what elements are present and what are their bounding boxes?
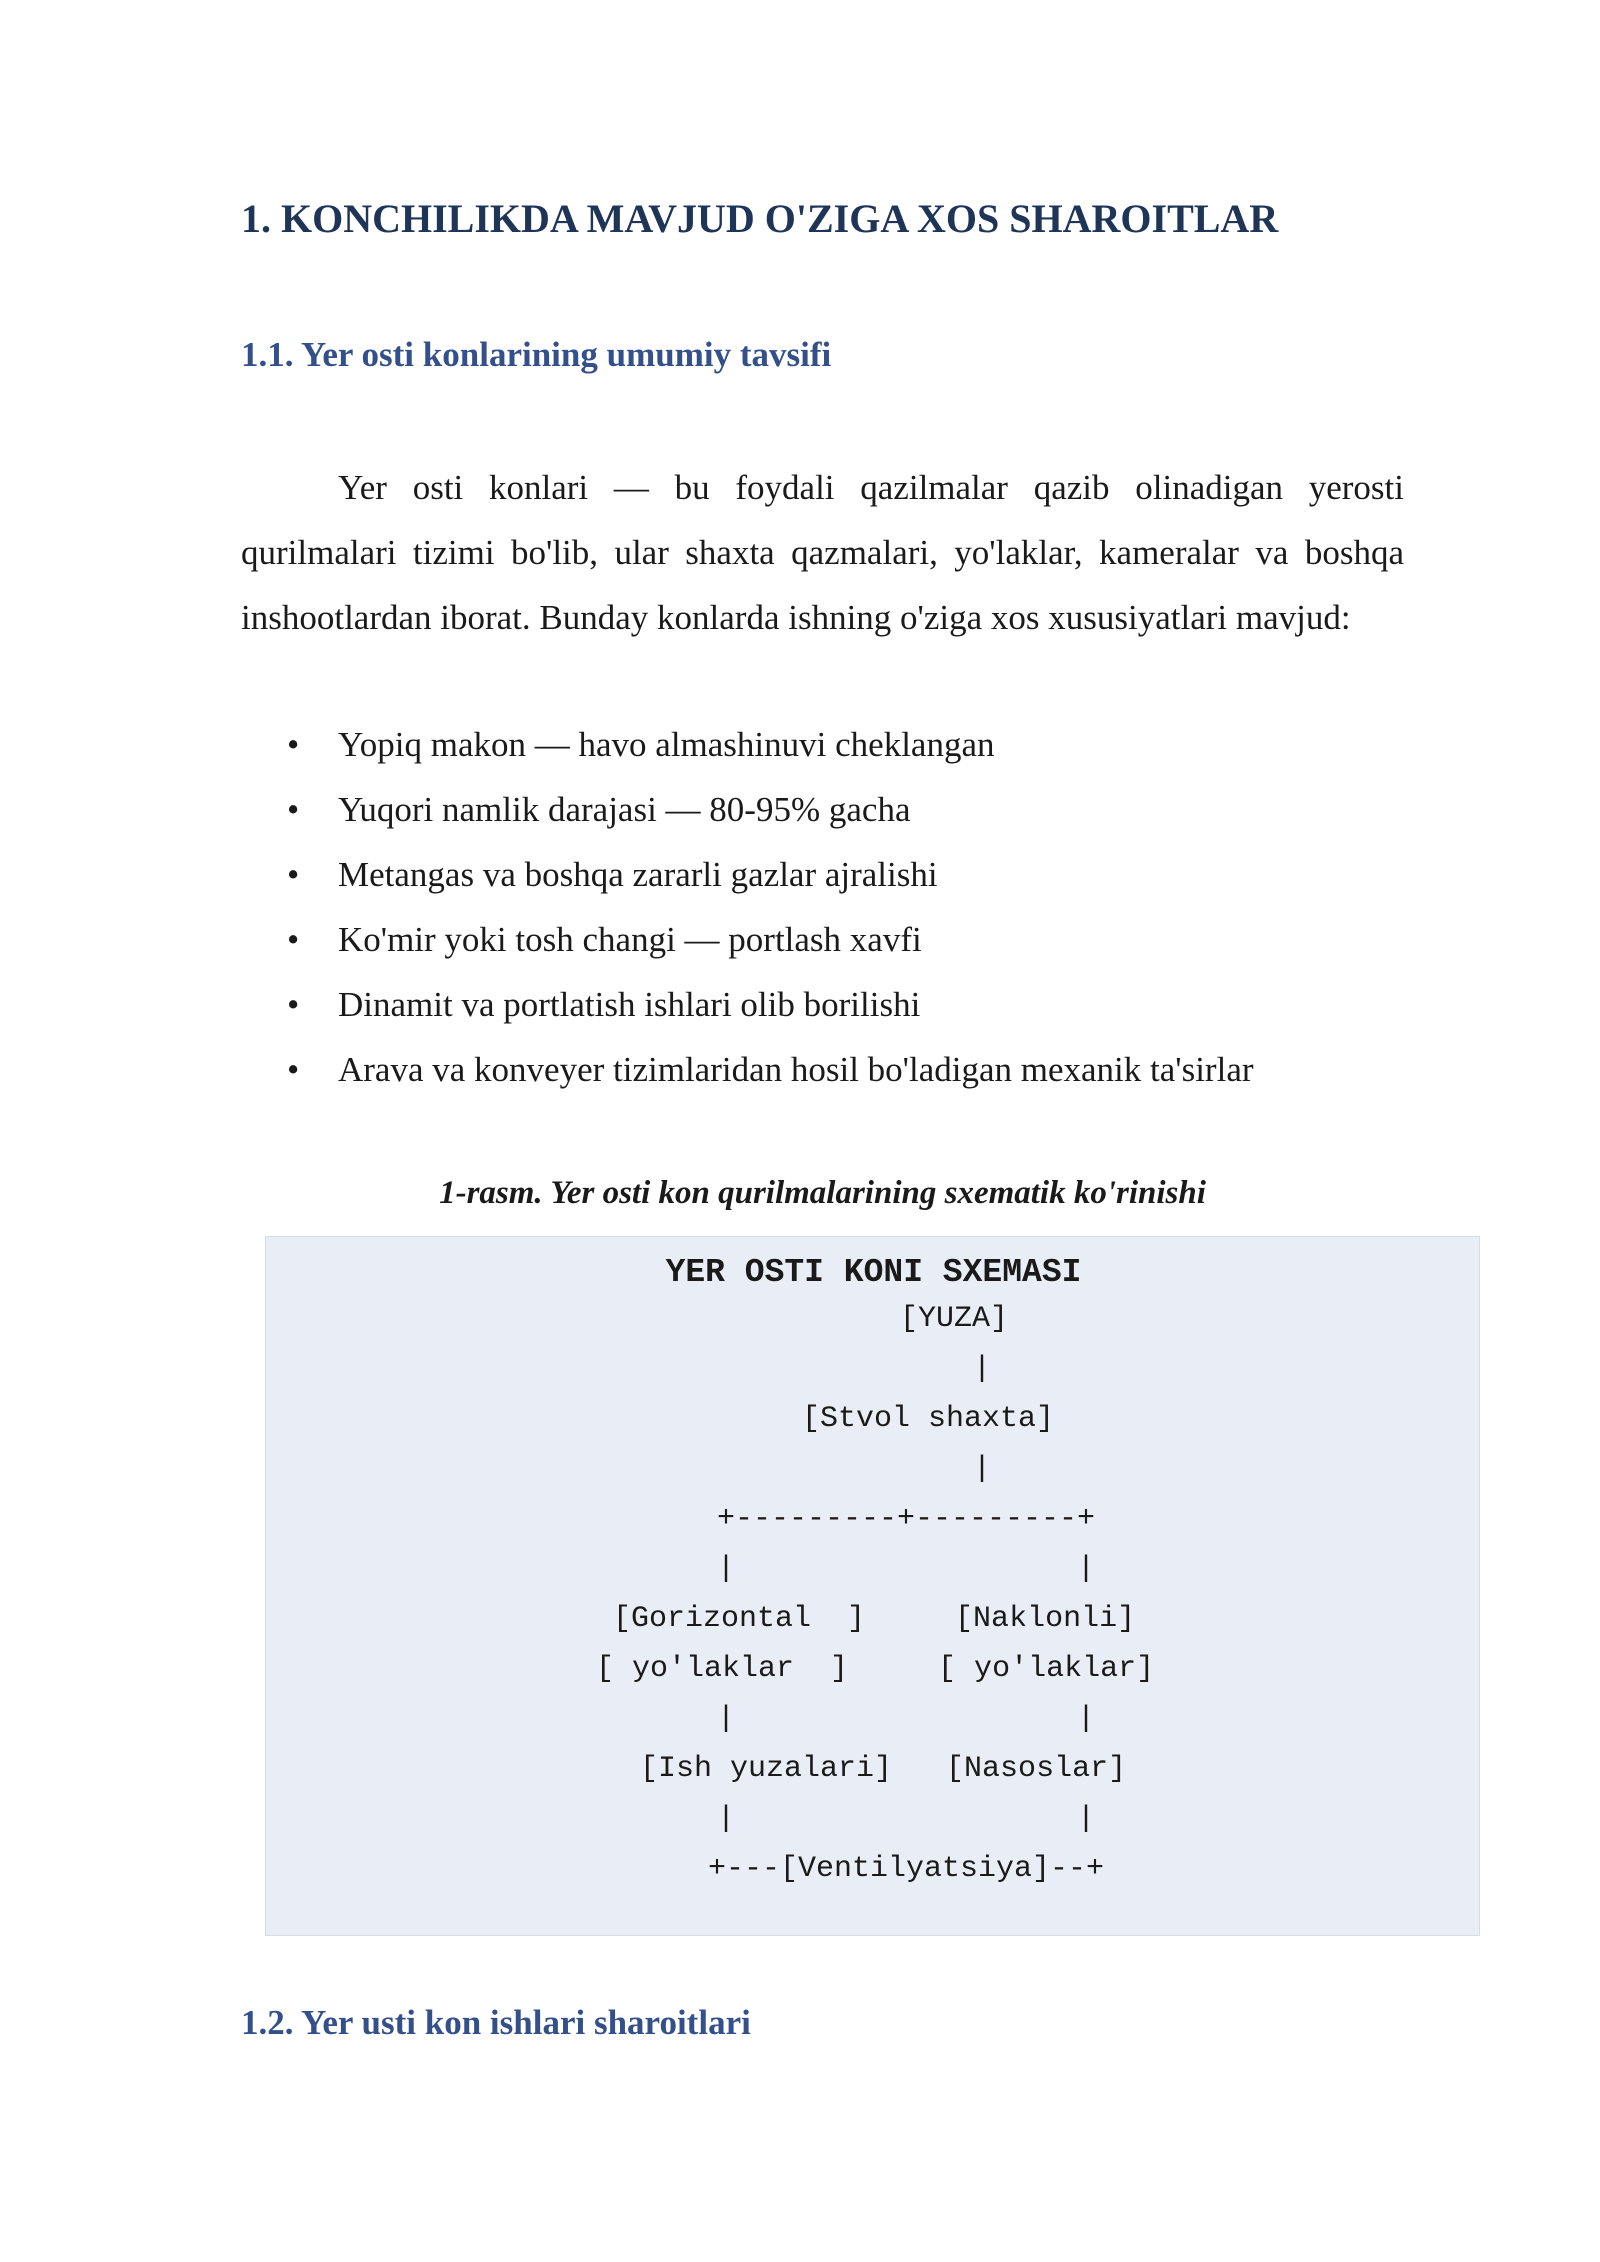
list-item-text: Yuqori namlik darajasi — 80-95% gacha <box>338 790 911 829</box>
scheme-line-connector: | <box>973 1352 992 1386</box>
section-heading-1-1: 1.1. Yer osti konlarining umumiy tavsifi <box>241 335 832 374</box>
scheme-line-galleries: [ yo'laklar ] [ yo'laklar] <box>596 1652 1155 1686</box>
scheme-line-branch: +---------+---------+ <box>717 1502 1096 1536</box>
bullet-icon: • <box>287 725 300 764</box>
scheme-line-connector: | | <box>717 1702 1096 1736</box>
scheme-line-connector: | | <box>717 1552 1096 1586</box>
section-heading-1-2: 1.2. Yer usti kon ishlari sharoitlari <box>241 2003 751 2042</box>
list-item-text: Arava va konveyer tizimlaridan hosil bo'ladigan mexanik ta'sirlar <box>338 1050 1254 1089</box>
bullet-icon: • <box>287 920 300 959</box>
list-item <box>241 907 1404 972</box>
scheme-line-workfaces: [Ish yuzalari] [Nasoslar] <box>640 1752 1127 1786</box>
list-item <box>241 712 1404 777</box>
page-title: 1. KONCHILIKDA MAVJUD O'ZIGA XOS SHAROITLAR <box>241 196 1279 241</box>
scheme-line-connector: | <box>973 1452 992 1486</box>
conditions-list <box>241 712 1404 1102</box>
figure-title: YER OSTI KONI SXEMASI <box>665 1254 1082 1291</box>
scheme-line-connector: | | <box>717 1802 1096 1836</box>
list-item-text: Yopiq makon — havo almashinuvi cheklangan <box>338 725 995 764</box>
scheme-line-surface: [YUZA] <box>900 1302 1009 1336</box>
scheme-line-ventilation: +---[Ventilyatsiya]--+ <box>708 1852 1105 1886</box>
bullet-icon: • <box>287 855 300 894</box>
scheme-line-galleries: [Gorizontal ] [Naklonli] <box>613 1602 1136 1636</box>
list-item <box>241 777 1404 842</box>
list-item-text: Ko'mir yoki tosh changi — portlash xavfi <box>338 920 922 959</box>
list-item <box>241 1037 1404 1102</box>
scheme-line-shaft: [Stvol shaxta] <box>802 1402 1055 1436</box>
list-item-text: Metangas va boshqa zararli gazlar ajralishi <box>338 855 938 894</box>
intro-paragraph: Yer osti konlari — bu foydali qazilmalar qazib olinadigan yerosti qurilmalari tizimi bo'lib, ular shaxta qazmalari, yo'laklar, kameralar va boshqa inshootlardan iborat. Bunday konlarda ishning o'ziga xos xususiyatlari mavjud: <box>241 468 1404 637</box>
list-item-text: Dinamit va portlatish ishlari olib borilishi <box>338 985 921 1024</box>
mine-scheme-figure <box>265 1236 1480 1936</box>
list-item <box>241 842 1404 907</box>
bullet-icon: • <box>287 790 300 829</box>
figure-caption: 1-rasm. Yer osti kon qurilmalarining sxematik ko'rinishi <box>439 1175 1206 1211</box>
bullet-icon: • <box>287 1050 300 1089</box>
list-item <box>241 972 1404 1037</box>
bullet-icon: • <box>287 985 300 1024</box>
